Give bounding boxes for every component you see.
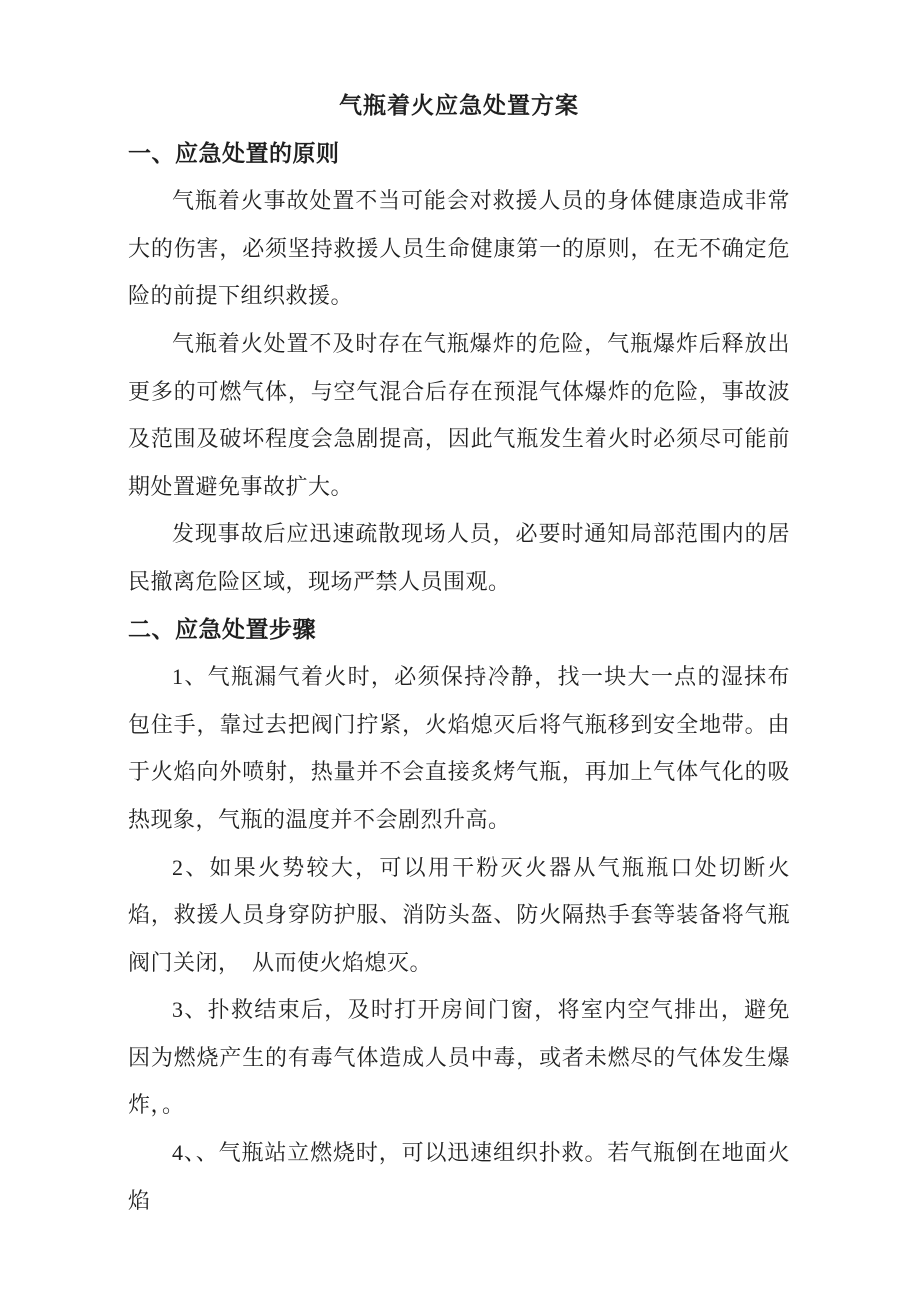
paragraph-principles-2: 气瓶着火处置不及时存在气瓶爆炸的危险，气瓶爆炸后释放出更多的可燃气体，与空气混合后存在预混气体爆炸的危险，事故波及范围及破坏程度会急剧提高，因此气瓶发生着火时必须尽可能前期处置避免事故扩大。	[128, 330, 790, 499]
paragraph-step-2: 2、如果火势较大，可以用干粉灭火器从气瓶瓶口处切断火焰，救援人员身穿防护服、消防头盔、防火隔热手套等装备将气瓶阀门关闭， 从而使火焰熄灭。	[128, 854, 790, 975]
document-title: 气瓶着火应急处置方案	[339, 92, 579, 118]
paragraph-step-3: 3、扑救结束后，及时打开房间门窗，将室内空气排出，避免因为燃烧产生的有毒气体造成人员中毒，或者未燃尽的气体发生爆炸，。	[128, 997, 790, 1118]
paragraph-step-1: 1、气瓶漏气着火时，必须保持冷静，找一块大一点的湿抹布包住手，靠过去把阀门拧紧，火焰熄灭后将气瓶移到安全地带。由于火焰向外喷射，热量并不会直接炙烤气瓶，再加上气体气化的吸热现象，气瓶的温度并不会剧烈升高。	[128, 664, 790, 832]
section-heading-2: 二、应急处置步骤	[128, 615, 316, 642]
section-heading-1: 一、应急处置的原则	[128, 139, 340, 166]
paragraph-principles-3: 发现事故后应迅速疏散现场人员，必要时通知局部范围内的居民撤离危险区域，现场严禁人员围观。	[128, 521, 790, 594]
paragraph-principles-1: 气瓶着火事故处置不当可能会对救援人员的身体健康造成非常大的伤害，必须坚持救援人员生命健康第一的原则，在无不确定危险的前提下组织救援。	[128, 188, 790, 309]
paragraph-step-4: 4、、气瓶站立燃烧时，可以迅速组织扑救。若气瓶倒在地面火焰	[128, 1140, 790, 1213]
